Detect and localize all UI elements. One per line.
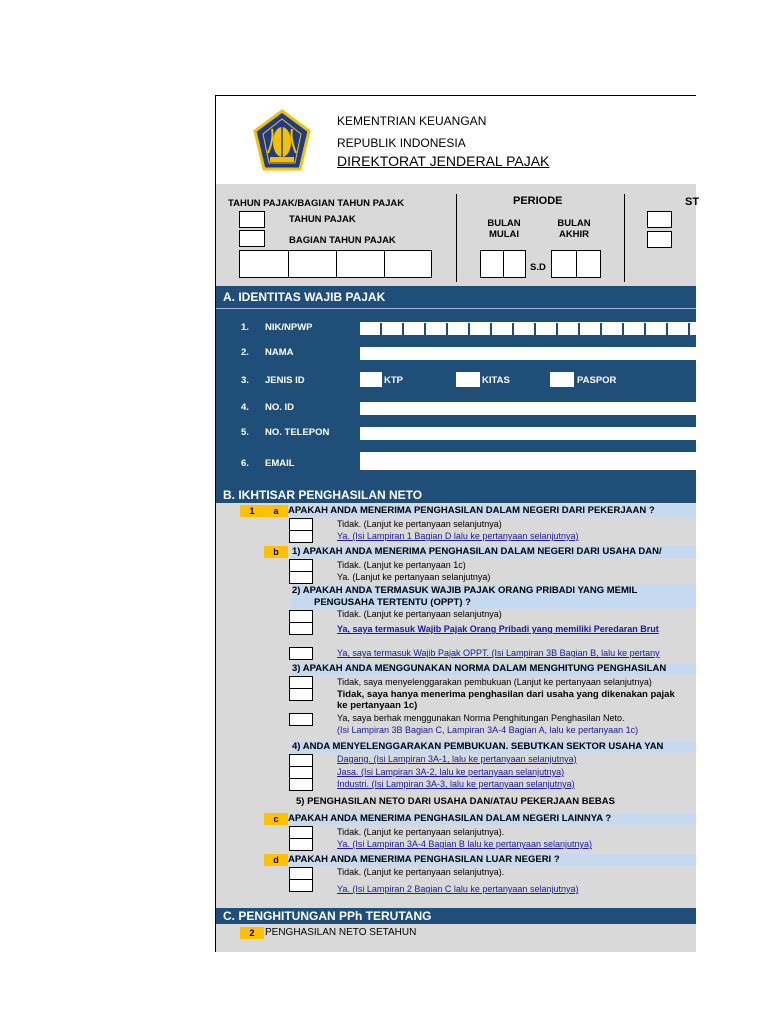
ktp-label: KTP xyxy=(384,375,403,386)
bulan-mulai-label: BULAN MULAI xyxy=(487,218,521,240)
section-b-ikhtisar xyxy=(216,487,696,908)
tahun-pajak-checkbox[interactable] xyxy=(239,211,265,228)
kitas-checkbox[interactable] xyxy=(456,372,480,387)
bulan-akhir-input[interactable] xyxy=(551,250,601,278)
q1b5-label: 5) PENGHASILAN NETO DARI USAHA DAN/ATAU PEKERJAAN BEBAS xyxy=(296,796,615,807)
spt-form-sheet xyxy=(215,95,700,952)
q1b2-yes2-option[interactable]: Ya, saya termasuk Wajib Pajak OPPT. (Isi Lampiran 3B Bagian B, lalu ke pertany xyxy=(337,648,660,658)
ktp-checkbox[interactable] xyxy=(360,372,382,387)
q1a-letter: a xyxy=(264,505,288,517)
q1c-question: APAKAH ANDA MENERIMA PENGHASILAN DALAM NEGERI LAINNYA ? xyxy=(288,813,696,825)
form-header xyxy=(216,96,696,185)
q1b4-o3-checkbox[interactable] xyxy=(289,778,313,791)
ministry-emblem-icon xyxy=(252,109,312,175)
q1b2-yes2-checkbox[interactable] xyxy=(289,647,313,660)
q1a-question: APAKAH ANDA MENERIMA PENGHASILAN DALAM NEGERI DARI PEKERJAAN ? xyxy=(288,505,696,517)
q1d-no-option: Tidak. (Lanjut ke pertanyaan selanjutnya). xyxy=(337,867,505,877)
q1b4-o1-option[interactable]: Dagang. (Isi Lampiran 3A-1, lalu ke pertanyaan selanjutnya) xyxy=(337,754,577,764)
q1b4-o3-option[interactable]: Industri. (Isi Lampiran 3A-3, lalu ke pertanyaan selanjutnya) xyxy=(337,779,575,789)
q1b1-yes-option: Ya. (Lanjut ke pertanyaan selanjutnya) xyxy=(337,572,491,582)
section-a-header xyxy=(216,286,696,309)
tahun-pajak-option: TAHUN PAJAK xyxy=(289,214,356,225)
q1b3-question: 3) APAKAH ANDA MENGGUNAKAN NORMA DALAM MENGHITUNG PENGHASILAN xyxy=(292,663,696,675)
section-c-title: C. PENGHITUNGAN PPh TERUTANG xyxy=(216,908,696,924)
no-telepon-input[interactable] xyxy=(360,427,696,440)
q1b3-o2-line-2: ke pertanyaan 1c) xyxy=(337,700,418,711)
paspor-checkbox[interactable] xyxy=(550,372,574,387)
q1b3-o3-line-2: (Isi Lampiran 3B Bagian C, Lampiran 3A-4 Bagian A, lalu ke pertanyaan 1c) xyxy=(337,725,639,735)
q1b3-o2-line-1: Tidak, saya hanya menerima penghasilan dari usaha yang dikenakan pajak xyxy=(337,689,675,700)
year-input[interactable] xyxy=(239,250,432,278)
q1b3-o2-checkbox[interactable] xyxy=(289,688,313,701)
status-label: ST xyxy=(685,196,700,208)
email-label: EMAIL xyxy=(265,458,295,469)
q1b1-question: 1) APAKAH ANDA MENERIMA PENGHASILAN DALAM NEGERI DARI USAHA DAN/ xyxy=(292,546,696,558)
section-a-identitas xyxy=(216,286,696,487)
email-input[interactable] xyxy=(360,452,696,470)
nik-npwp-label: NIK/NPWP xyxy=(265,322,313,333)
q1d-question: APAKAH ANDA MENERIMA PENGHASILAN LUAR NEGERI ? xyxy=(288,854,696,866)
bulan-akhir-label: BULAN AKHIR xyxy=(557,218,591,240)
q1b3-o3-checkbox[interactable] xyxy=(289,713,313,726)
sd-label: S.D xyxy=(530,262,546,273)
kitas-label: KITAS xyxy=(482,375,510,386)
header-line-2: REPUBLIK INDONESIA xyxy=(337,136,466,150)
section-a-title: A. IDENTITAS WAJIB PAJAK xyxy=(223,290,386,304)
field-num: 3. xyxy=(241,375,249,386)
section-c-pph xyxy=(216,908,696,952)
paspor-label: PASPOR xyxy=(577,375,617,386)
q1b3-o3-line-1: Ya, saya berhak menggunakan Norma Penghitungan Penghasilan Neto. xyxy=(337,713,625,723)
nama-input[interactable] xyxy=(360,347,696,360)
field-num: 5. xyxy=(241,427,249,438)
bagian-tahun-checkbox[interactable] xyxy=(239,230,265,247)
no-telepon-label: NO. TELEPON xyxy=(265,427,330,438)
field-num: 2. xyxy=(241,347,249,358)
nama-label: NAMA xyxy=(265,347,294,358)
field-num: 6. xyxy=(241,458,249,469)
tahun-pajak-label: TAHUN PAJAK/BAGIAN TAHUN PAJAK xyxy=(228,198,405,209)
status-checkbox-1[interactable] xyxy=(647,211,672,228)
q1d-letter: d xyxy=(264,854,288,866)
field-num: 4. xyxy=(241,402,249,413)
q1c-yes-option[interactable]: Ya. (Isi Lampiran 3A-4 Bagian B lalu ke pertanyaan selanjutnya) xyxy=(337,839,592,849)
field-num: 1. xyxy=(241,322,249,333)
q1a-yes-option[interactable]: Ya. (Isi Lampiran 1 Bagian D lalu ke pertanyaan selanjutnya) xyxy=(337,531,579,541)
section-b-title: B. IKHTISAR PENGHASILAN NETO xyxy=(216,487,696,503)
q1b2-question xyxy=(292,585,696,609)
q1-number: 1 xyxy=(240,505,264,517)
q1b1-yes-checkbox[interactable] xyxy=(289,571,313,584)
bagian-tahun-option: BAGIAN TAHUN PAJAK xyxy=(289,235,396,246)
header-line-1: KEMENTRIAN KEUANGAN xyxy=(337,114,487,128)
periode-label: PERIODE xyxy=(513,195,563,207)
status-checkbox-2[interactable] xyxy=(647,231,672,248)
q1c-letter: c xyxy=(264,813,288,825)
q1a-no-option: Tidak. (Lanjut ke pertanyaan selanjutnya) xyxy=(337,519,502,529)
period-section xyxy=(216,184,700,286)
q1b-letter: b xyxy=(264,546,288,558)
q1a-yes-checkbox[interactable] xyxy=(289,530,313,543)
q1b2-yes1-checkbox[interactable] xyxy=(289,622,313,635)
q1c-no-option: Tidak. (Lanjut ke pertanyaan selanjutnya). xyxy=(337,827,505,837)
jenis-id-label: JENIS ID xyxy=(265,375,305,386)
q1b3-o1-option: Tidak, saya menyelenggarakan pembukuan (Lanjut ke pertanyaan selanjutnya) xyxy=(337,677,652,687)
no-id-input[interactable] xyxy=(360,402,696,415)
q1d-yes-checkbox[interactable] xyxy=(289,879,313,892)
q1b4-question: 4) ANDA MENYELENGGARAKAN PEMBUKUAN. SEBUTKAN SEKTOR USAHA YAN xyxy=(292,741,696,753)
q2-label: PENGHASILAN NETO SETAHUN xyxy=(265,927,417,938)
q1b2-line-2: PENGUSAHA TERTENTU (OPPT) ? xyxy=(314,597,471,608)
q1d-yes-option[interactable]: Ya. (Isi Lampiran 2 Bagian C lalu ke pertanyaan selanjutnya) xyxy=(337,884,579,894)
q2-number: 2 xyxy=(240,927,264,939)
q1b1-no-option: Tidak. (Lanjut ke pertanyaan 1c) xyxy=(337,560,466,570)
no-id-label: NO. ID xyxy=(265,402,295,413)
q1c-yes-checkbox[interactable] xyxy=(289,838,313,851)
header-line-3: DIREKTORAT JENDERAL PAJAK xyxy=(337,153,550,169)
nik-npwp-input[interactable] xyxy=(360,322,696,335)
q1b2-no-option: Tidak. (Lanjut ke pertanyaan selanjutnya) xyxy=(337,609,502,619)
q1b2-yes1-option[interactable]: Ya, saya termasuk Wajib Pajak Orang Pribadi yang memiliki Peredaran Brut xyxy=(337,624,659,634)
q1b4-o2-option[interactable]: Jasa. (Isi Lampiran 3A-2, lalu ke pertanyaan selanjutnya) xyxy=(337,767,565,777)
q1b2-line-1: 2) APAKAH ANDA TERMASUK WAJIB PAJAK ORANG PRIBADI YANG MEMIL xyxy=(292,585,638,596)
bulan-mulai-input[interactable] xyxy=(480,250,526,278)
